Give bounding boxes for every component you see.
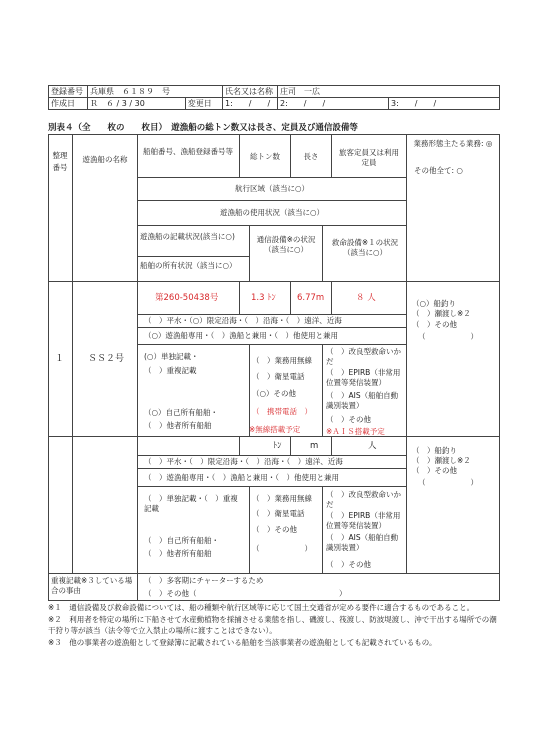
boat-name-header: 遊漁船の名称 <box>82 155 128 164</box>
seq-header: 整理番号 <box>52 151 68 172</box>
row2-rescue-3: （ ）その他 <box>326 560 371 569</box>
page-title: 別表４（全 枚の 枚目） 遊漁船の総トン数又は長さ、定員及び通信設備等 <box>48 123 358 133</box>
row2-length-unit: m <box>310 441 319 451</box>
dup-opt2: （ ）その他（ ） <box>144 589 347 598</box>
row1-business-3: （ ） <box>418 332 478 341</box>
usage-header: 遊漁船の使用状況（該当に○） <box>219 208 325 217</box>
reg-label: 登録番号 <box>49 86 88 98</box>
row1-capacity: ８ 人 <box>356 293 376 303</box>
row1-rescue-4: ※ＡＩＳ搭載予定 <box>326 427 385 436</box>
row2-business-2: （ ）その他 <box>412 466 457 475</box>
row1-rescue-3: （ ）その他 <box>326 415 371 424</box>
dup-label: 重複記載※３している場合の事由 <box>51 576 133 595</box>
row2-rescue-1: （ ）EPIRB（非常用位置等発信装置） <box>326 511 401 530</box>
row2-business-1: （ ）瀬渡し※２ <box>412 456 471 465</box>
row2-comm-1: （ ）衛星電話 <box>252 509 305 518</box>
changed-label: 変更日 <box>185 98 222 110</box>
row2-tonnage-unit: ﾄﾝ <box>273 441 282 451</box>
row2-record-0: （ ）単独記載・（ ）重複記載 <box>144 494 238 513</box>
row1-record-1: （ ）重複記載 <box>144 366 197 375</box>
row1-comm-1: （ ）衛星電話 <box>252 372 305 381</box>
row2-comm-2: （ ）その他 <box>252 525 297 534</box>
reg-value: 兵庫県 ６１８９ 号 <box>88 86 223 98</box>
name-label: 氏名又は名称 <box>223 86 278 98</box>
header-table <box>48 85 500 110</box>
row1-comm-2: （○）その他 <box>252 389 297 398</box>
change-1: 1: / / <box>223 98 278 110</box>
row2-usage: （ ）遊漁船専用・（ ）漁船と兼用・（ ）他使用と兼用 <box>144 473 339 482</box>
row1-seq: １ <box>55 354 65 364</box>
row1-business-0: （○）船釣り <box>412 299 457 308</box>
row1-owner-0: （○）自己所有船舶・ <box>144 408 219 417</box>
row1-rescue-0: （ ）改良型救命いかだ <box>326 347 401 366</box>
row1-rescue-1: （ ）EPIRB（非常用位置等発信装置） <box>326 368 401 387</box>
tonnage-header: 総トン数 <box>250 152 280 161</box>
row1-record-0: (○）単独記載・ <box>144 352 199 361</box>
notes <box>48 602 498 648</box>
note-2: ※２ 利用者を特定の場所に下船させて水産動植物を採捕させる業態を指し、磯渡し、筏渡し、防波堤渡し、沖で干出する場所での潮干狩り等が該当（法令等で立入禁止の場所に渡すことはできない）。 <box>48 614 497 635</box>
ownership-header: 船舶の所有状況（該当に○） <box>140 261 237 270</box>
row2-owner-0: （ ）自己所有船舶・ <box>144 536 219 545</box>
change-2: 2: / / <box>278 98 389 110</box>
length-header: 長さ <box>303 152 319 161</box>
row2-business-3: （ ） <box>418 478 478 487</box>
row2-owner-1: （ ）他者所有船舶 <box>144 549 212 558</box>
rescue-header: 救命設備※１の状況（該当に○） <box>331 238 399 257</box>
other-all-label: その他全て: ○ <box>414 166 463 175</box>
row1-tonnage: 1.3 ﾄﾝ <box>251 293 276 303</box>
comm-header: 通信設備※の状況（該当に○） <box>256 235 316 254</box>
row1-length: 6.77m <box>297 293 325 303</box>
boat-no-header: 船舶番号、漁船登録番号等 <box>143 147 233 156</box>
row1-comm-4: ※無線搭載予定 <box>249 425 301 434</box>
note-3: ※３ 他の事業者の遊漁船として登録簿に記載されている船舶を当該事業者の遊漁船としても記載されているもの。 <box>48 637 437 647</box>
row1-business-1: （ ）瀬渡し※２ <box>412 309 471 318</box>
row2-capacity-unit: 人 <box>368 441 377 451</box>
row1-owner-1: （ ）他者所有船舶 <box>144 421 212 430</box>
note-1: ※１ 通信設備及び救命設備については、船の種類や航行区域等に応じて国土交通省が定める要件に適合するものであること。 <box>48 603 475 612</box>
change-3: 3: / / <box>389 98 500 110</box>
created-label: 作成日 <box>49 98 88 110</box>
row1-nav: （ ）平水・（○）限定沿海・（ ）沿海・（ ）遠洋、近海 <box>144 316 342 325</box>
created-value: Ｒ ６ / 3 / 30 <box>88 98 186 110</box>
record-header: 遊漁船の記載状況(該当に○) <box>140 232 235 241</box>
row2-comm-0: （ ）業務用無線 <box>252 494 312 503</box>
row1-comm-3: （ 携帯電話 ） <box>252 407 312 416</box>
row1-comm-0: （ ）業務用無線 <box>252 356 312 365</box>
row2-rescue-2: （ ）AIS（船舶自動識別装置） <box>326 533 399 552</box>
capacity-header: 旅客定員又は利用定員 <box>339 148 399 167</box>
row1-name: ＳＳ２号 <box>88 354 125 364</box>
row2-rescue-0: （ ）改良型救命いかだ <box>326 490 401 509</box>
dup-opt1: （ ）多客期にチャーターするため <box>144 576 264 585</box>
row2-business-0: （ ）船釣り <box>412 446 457 455</box>
business-form-header: 業務形態主たる業務: ◎ <box>413 139 493 148</box>
row1-business-2: （ ）その他 <box>412 320 457 329</box>
row2-comm-3: （ ） <box>252 544 312 553</box>
name-value: 庄司 一広 <box>278 86 500 98</box>
row1-number: 第260-50438号 <box>155 293 219 303</box>
row2-nav: （ ）平水・（ ）限定沿海・（ ）沿海・（ ）遠洋、近海 <box>144 457 343 466</box>
nav-area-header: 航行区域（該当に○） <box>234 184 310 193</box>
row1-usage: （○）遊漁船専用・（ ）漁船と兼用・（ ）他使用と兼用 <box>144 331 339 340</box>
row1-rescue-2: （ ）AIS（船舶自動識別装置） <box>326 391 399 410</box>
